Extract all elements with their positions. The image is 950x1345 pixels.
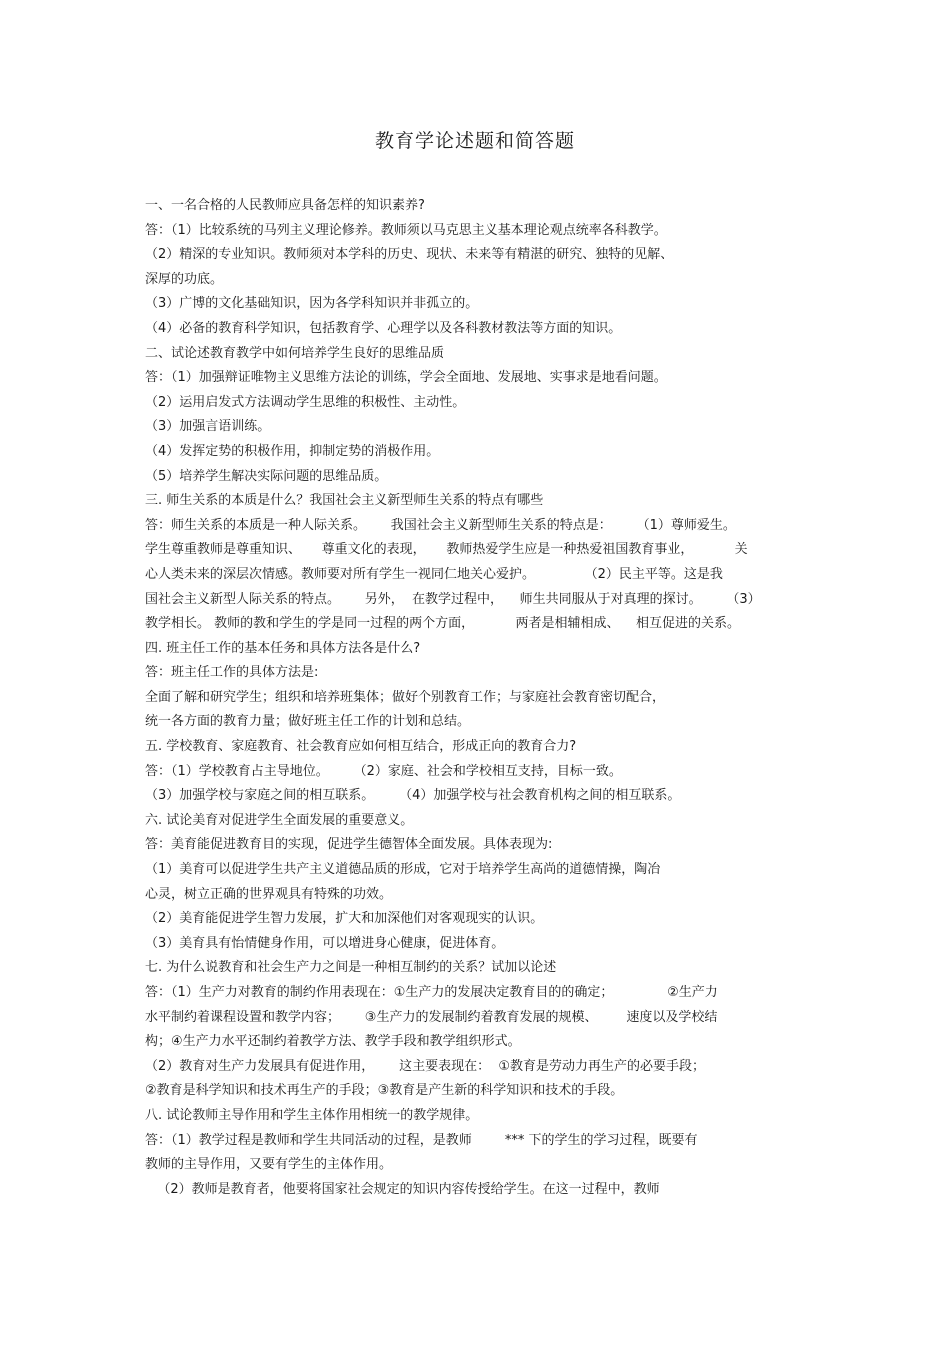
text-line: 构；④生产力水平还制约着教学方法、教学手段和教学组织形式。 [145, 1034, 521, 1050]
text-line: 答：美育能促进教育目的实现，促进学生德智体全面发展。具体表现为: [145, 837, 553, 853]
text-line: 统一各方面的教育力量；做好班主任工作的计划和总结。 [145, 714, 471, 730]
text-line: 答：师生关系的本质是一种人际关系。 我国社会主义新型师生关系的特点是： （1）尊师爱生。 [145, 517, 736, 533]
text-line: （5）培养学生解决实际问题的思维品质。 [145, 468, 388, 484]
question-8-heading: 八. 试论教师主导作用和学生主体作用相统一的教学规律。 [145, 1107, 479, 1123]
text-line: 水平制约着课程设置和教学内容； ③生产力的发展制约着教育发展的规模、 速度以及学校结 [145, 1009, 718, 1025]
text-line: 学生尊重教师是尊重知识、 尊重文化的表现， 教师热爱学生应是一种热爱祖国教育事业， 关 [145, 542, 748, 558]
question-6-heading: 六. 试论美育对促进学生全面发展的重要意义。 [145, 812, 414, 828]
text-line: 教师的主导作用，又要有学生的主体作用。 [145, 1157, 393, 1173]
text-line: （3）加强言语训练。 [145, 419, 271, 435]
text-line: 答：（1）加强辩证唯物主义思维方法论的训练，学会全面地、发展地、实事求是地看问题。 [145, 370, 667, 386]
text-line: 心人类未来的深层次情感。教师要对所有学生一视同仁地关心爱护。 （2）民主平等。这是我 [145, 566, 723, 582]
text-line: 答：（1）教学过程是教师和学生共同活动的过程，是教师 *** 下的学生的学习过程，既要有 [145, 1132, 698, 1148]
text-line: （2）运用启发式方法调动学生思维的积极性、主动性。 [145, 394, 466, 410]
text-line: （3）美育具有怡情健身作用，可以增进身心健康，促进体育。 [145, 935, 505, 951]
text-line: 教学相长。 教师的教和学生的学是同一过程的两个方面， 两者是相辅相成、 相互促进的关系。 [145, 616, 740, 632]
text-line: （3）广博的文化基础知识，因为各学科知识并非孤立的。 [145, 296, 479, 312]
text-line: 答：（1）比较系统的马列主义理论修养。教师须以马克思主义基本理论观点统率各科教学。 [145, 222, 667, 238]
question-5-heading: 五. 学校教育、家庭教育、社会教育应如何相互结合，形成正向的教育合力? [145, 739, 577, 755]
text-line: （2）美育能促进学生智力发展，扩大和加深他们对客观现实的认识。 [145, 911, 544, 927]
text-line: 答：（1）学校教育占主导地位。 （2）家庭、社会和学校相互支持，目标一致。 [145, 763, 622, 779]
text-line: 深厚的功底。 [145, 271, 224, 287]
text-line: 答：（1）生产力对教育的制约作用表现在：①生产力的发展决定教育目的的确定； ②生产力 [145, 985, 718, 1000]
text-line: 全面了解和研究学生；组织和培养班集体；做好个别教育工作；与家庭社会教育密切配合， [145, 689, 666, 705]
text-line: 答：班主任工作的具体方法是: [145, 665, 319, 681]
question-4-heading: 四. 班主任工作的基本任务和具体方法各是什么? [145, 640, 421, 656]
text-line: ②教育是科学知识和技术再生产的手段；③教育是产生新的科学知识和技术的手段。 [145, 1083, 624, 1099]
text-line: （2）教育对生产力发展具有促进作用， 这主要表现在： ①教育是劳动力再生产的必要手段； [145, 1058, 705, 1074]
text-line: （3）加强学校与家庭之间的相互联系。 （4）加强学校与社会教育机构之间的相互联系。 [145, 788, 681, 804]
text-line: 心灵，树立正确的世界观具有特殊的功效。 [145, 886, 393, 902]
question-7-heading: 七. 为什么说教育和社会生产力之间是一种相互制约的关系？试加以论述 [145, 960, 557, 976]
text-line: 国社会主义新型人际关系的特点。 另外， 在教学过程中， 师生共同服从于对真理的探讨。 （3） [145, 591, 761, 607]
document-title: 教育学论述题和简答题 [374, 130, 575, 152]
text-line: （2）教师是教育者，他要将国家社会规定的知识内容传授给学生。在这一过程中，教师 [145, 1181, 660, 1197]
text-line: （2）精深的专业知识。教师须对本学科的历史、现状、未来等有精湛的研究、独特的见解、 [145, 247, 674, 263]
question-2-heading: 二、试论述教育教学中如何培养学生良好的思维品质 [145, 345, 445, 361]
text-line: （4）必备的教育科学知识，包括教育学、心理学以及各科教材教法等方面的知识。 [145, 320, 622, 336]
text-line: （1）美育可以促进学生共产主义道德品质的形成，它对于培养学生高尚的道德情操，陶冶 [145, 862, 661, 878]
question-3-heading: 三. 师生关系的本质是什么？我国社会主义新型师生关系的特点有哪些 [145, 493, 544, 509]
text-line: （4）发挥定势的积极作用，抑制定势的消极作用。 [145, 443, 440, 459]
document-body [145, 194, 815, 1202]
question-1-heading: 一、一名合格的人民教师应具备怎样的知识素养? [145, 198, 425, 213]
